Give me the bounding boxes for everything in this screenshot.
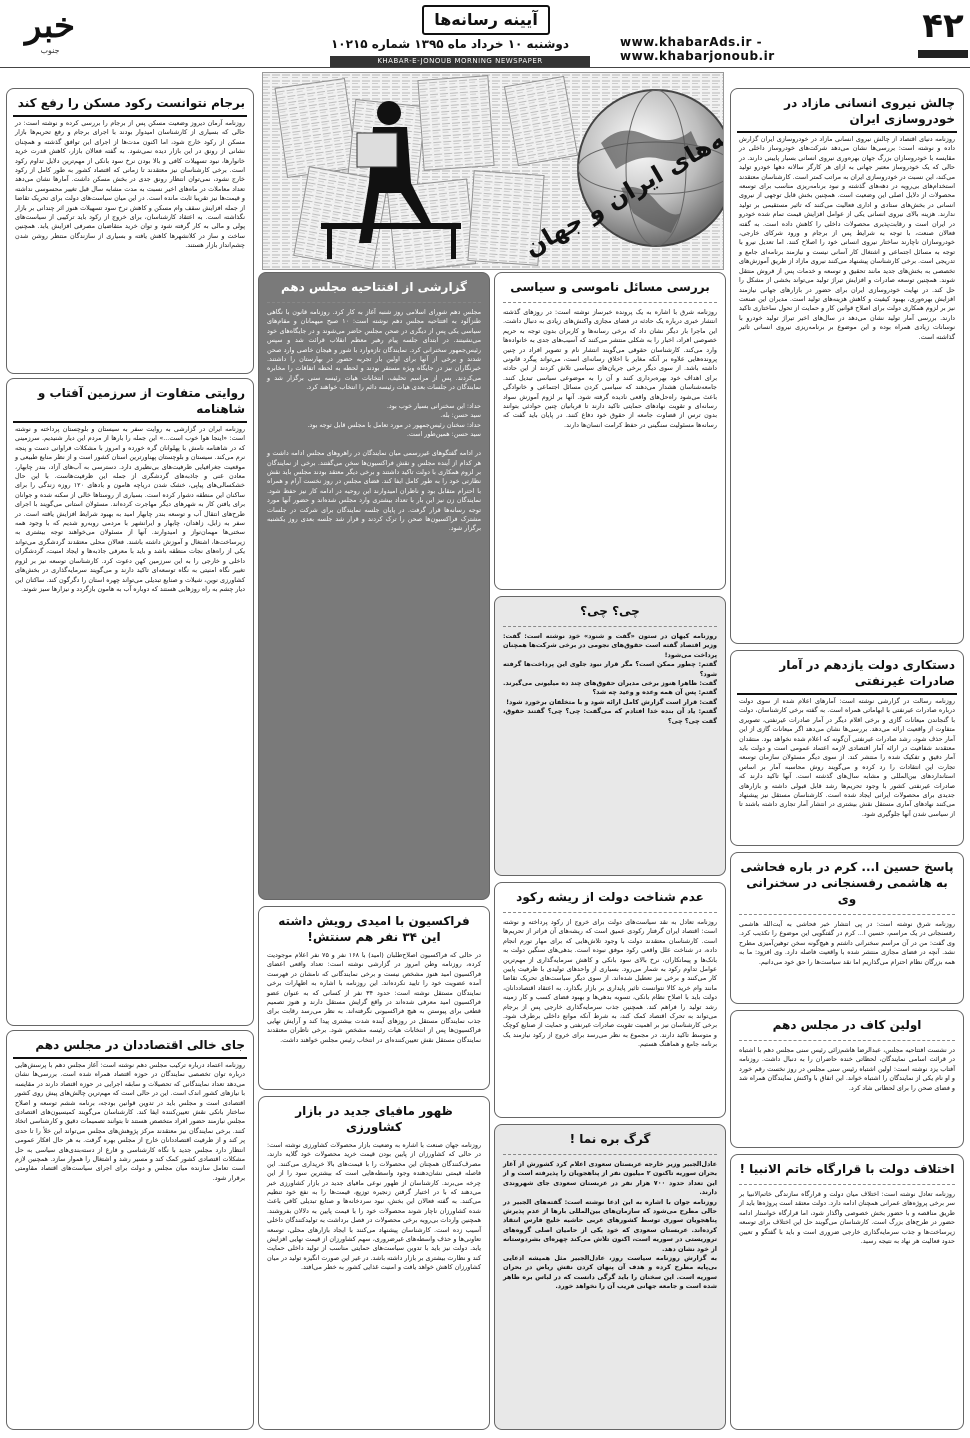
article-farakasion: [258, 906, 490, 1090]
article-body: روزنامه کیهان در ستون «گفت و شنود» خود نوشته است: گفت: وزیر اقتصاد گفته است حقوق‌های نجومی در برخی شرکت‌ها همچنان پرداخت می‌شود! گفتم: چطور ممکن است؟ مگر قرار نبود جلوی این پرداخت‌ها گرفته شود؟ گفت: ظاهرا هنوز برخی مدیران حقوق‌های چند ده میلیونی می‌گیرند. گفتم: پس آن همه وعده و وعید چه شد؟ گفت: قرار است گزارش کامل ارائه شود و با متخلفان برخورد شود! گفتم: یاد آن بنده خدا افتادم که می‌گفت: چی؟ چی؟ گفتند حقوق، گفت چی؟ چی؟: [503, 632, 718, 725]
hero-caption: ایران و جهان: [519, 160, 668, 263]
article-body: عادل‌الجبیر وزیر خارجه عربستان سعودی اعلام کرد کشورش از آغاز بحران سوریه تاکنون ۲ میلیون نفر از پناهجویان را پذیرفته است و از این تعداد حدود ۷۰۰ هزار نفر در عربستان سعودی جای شهروندی دارند. روزنامه جوان با اشاره به این ادعا نوشته است: گفته‌های الجبیر در حالی مطرح می‌شود که سازمان‌های بین‌المللی بارها از عدم پذیرش پناهجویان سوری توسط کشورهای عربی حاشیه خلیج فارس انتقاد کرده‌اند. عربستان سعودی که خود یکی از حامیان اصلی گروه‌های تروریستی در سوریه است، اکنون تلاش می‌کند چهره‌ای بشردوستانه از خود نشان دهد. به گزارش روزنامه سیاست روز، عادل‌الجبیر مثل همیشه ادعایی بی‌پایه مطرح کرده و هدف آن پنهان کردن نقش ریاض در بحران سوریه است. این سخنان را باید گرگی دانست که در لباس بره ظاهر شده است و جامعه جهانی فریب آن را نخواهد خورد.: [503, 1160, 718, 1291]
section-title: آیینه رسانه‌ها: [422, 5, 550, 35]
article-title: برجام نتوانست رکود مسکن را رفع کند: [13, 89, 247, 117]
article-ekhtelaf: [730, 1154, 964, 1430]
article-title: اولین کاف در مجلس دهم: [772, 1018, 922, 1032]
article-body: روزنامه تعادل نوشته است: اختلاف میان دولت و قرارگاه سازندگی خاتم‌الانبیا بر سر برخی پروژه‌های عمرانی همچنان ادامه دارد. دولت معتقد است پروژه‌ها باید از طریق مناقصه و با حضور بخش خصوصی واگذار شود، اما قرارگاه خواستار ادامه حضور در طرح‌های بزرگ است. کارشناسان می‌گویند حل این اختلاف برای توسعه زیرساخت‌ها و جذب سرمایه‌گذاری خارجی ضروری است و باید با گفتگو و تعیین حدود فعالیت هر نهاد به نتیجه رسید.: [736, 1190, 956, 1246]
article-title: چالش نیروی انسانی مازاد در خودروسازی ایران: [737, 89, 957, 133]
article-title: عدم شناخت دولت از ریشه رکود: [516, 890, 704, 904]
article-title: جای خالی اقتصاددان در مجلس دهم: [13, 1031, 247, 1059]
article-pasokh: [730, 852, 964, 1004]
article-gorg: [494, 1124, 726, 1430]
article-chi: [494, 596, 726, 876]
hero-illustration: [262, 72, 724, 270]
article-title: چی؟ چی؟: [580, 604, 640, 618]
article-body: روزنامه تعادل به نقد سیاست‌های دولت برای خروج از رکود پرداخته و نوشته است: اقتصاد ایران گرفتار رکودی عمیق است که ریشه‌های آن فراتر از تحریم‌ها است. کارشناسان معتقدند دولت با وجود تلاش‌هایی که برای مهار تورم انجام داده، در شناخت علل واقعی رکود موفق نبوده است. بدهی‌های سنگین دولت به بانک‌ها و پیمانکاران، نرخ بالای سود بانکی و کاهش سرمایه‌گذاری از مهم‌ترین عوامل تداوم رکود به شمار می‌رود. بسیاری از واحدهای تولیدی با ظرفیت پایین کار می‌کنند و برخی نیز تعطیل شده‌اند. از سوی دیگر سیاست‌های تحریک تقاضا مانند وام خرید کالا نتوانست تاثیر پایداری بر بازار بگذارد. به اعتقاد اقتصاددانان، دولت باید با اصلاح نظام بانکی، تسویه بدهی‌ها و بهبود فضای کسب و کار زمینه رشد تولید را فراهم کند. همچنین جذب سرمایه‌گذاری خارجی پس از برجام می‌تواند به تحرک اقتصاد کمک کند، به شرط آنکه موانع داخلی برطرف شود. برخی کارشناسان نیز بر اهمیت تقویت صادرات غیرنفتی و حمایت از صنایع کوچک و متوسط تاکید دارند. در مجموع به نظر می‌رسد برای خروج از رکود نیازمند یک برنامه جامع و هماهنگ هستیم.: [500, 918, 718, 1049]
article-body: روزنامه شرق نوشته است: در پی انتشار خبر فحاشی به آیت‌الله هاشمی رفسنجانی در یک مراسم، حسین ا... کرم در گفتگویی این موضوع را تکذیب کرد. وی گفت: من در آن مراسم سخنرانی داشتم و هیچ‌گونه سخن توهین‌آمیزی مطرح نشد. آنچه در فضای مجازی منتشر شده با واقعیت فاصله دارد. وی افزود: ما به همه بزرگان نظام احترام می‌گذاریم اما نقد سیاست‌ها را حق خود می‌دانیم.: [736, 920, 955, 966]
article-title: روایتی متفاوت از سرزمین آفتاب و شاهنامه: [13, 379, 247, 423]
article-title: گرگ بره نما !: [569, 1132, 651, 1146]
newspapers-globe-image: [262, 73, 723, 270]
article-body: روزنامه رسالت در گزارشی نوشته است: آمارهای اعلام شده از سوی دولت درباره صادرات غیرنفتی با ابهاماتی همراه است. به گفته برخی کارشناسان، دولت با گنجاندن میعانات گازی و برخی اقلام دیگر در آمار صادرات غیرنفتی، تصویری متفاوت از واقعیت ارائه می‌دهد. بررسی‌ها نشان می‌دهد اگر میعانات گازی از این آمار حذف شود، رشد صادرات غیرنفتی آن‌گونه که اعلام شده نخواهد بود. منتقدان معتقدند شفافیت در ارائه آمار اقتصادی لازمه اعتماد عمومی است و دولت باید آمار دقیق و تفکیک شده را منتشر کند. از سوی دیگر مسئولان سازمان توسعه تجارت این انتقادات را رد کرده و می‌گویند روش محاسبه آمار بر اساس استانداردهای بین‌المللی و مشابه سال‌های گذشته است. آنها تاکید دارند که صادرات غیرنفتی کشور با وجود تحریم‌ها رشد قابل قبولی داشته و بازارهای جدیدی برای محصولات ایرانی ایجاد شده است. کارشناسان مستقل نیز پیشنهاد می‌کنند نهادهای آماری مستقل نقش بیشتری در انتشار آمار تجاری داشته باشند تا از سیاسی شدن آنها جلوگیری شود.: [736, 697, 956, 818]
article-title: ظهور مافیای جدید در بازار کشاورزی: [295, 1104, 453, 1134]
article-ravayat: [6, 378, 254, 1026]
article-avalin: [730, 1010, 964, 1148]
article-jaye-khali: [6, 1030, 254, 1430]
article-title: گزارشی از افتتاحیه مجلس دهم: [280, 280, 468, 294]
page-number-bar: [918, 50, 968, 58]
article-zohour: [258, 1096, 490, 1430]
article-body: در نشست افتتاحیه مجلس، عبدالرضا هاشم‌زائی رئیس سنی مجلس دهم با اشتباه در قرائت اسامی نمایندگان، لحظاتی خنده حاضران را به دنبال داشت. روزنامه آفتاب یزد نوشته است: اولین اشتباه رئیس سنی مجلس در روز نخست رقم خورد و او نام یکی از نمایندگان را اشتباه خواند. این اتفاق با واکنش نمایندگان همراه شد و فضای صحن را برای لحظاتی شاد کرد.: [736, 1046, 955, 1092]
article-title: اختلاف دولت با قرارگاه خاتم الانبیا !: [739, 1162, 955, 1176]
article-body: روزنامه اعتماد درباره ترکیب مجلس دهم نوشته است: آغاز مجلس دهم با پرسش‌هایی درباره توان تخصصی نمایندگان در حوزه اقتصاد همراه شده است. بررسی‌ها نشان می‌دهد تعداد نمایندگانی که تحصیلات و سابقه اجرایی در حوزه اقتصاد دارند در مقایسه با نیازهای کشور اندک است. این در حالی است که مهم‌ترین چالش‌های پیش روی کشور اقتصادی است و مجلس باید در تدوین قوانین بودجه، برنامه ششم توسعه و اصلاح ساختار بانکی نقش تعیین‌کننده ایفا کند. کارشناسان می‌گویند کمیسیون‌های اقتصادی مجلس نیازمند حضور افراد متخصص هستند تا بتوانند تصمیمات دقیق و کارشناسی اتخاذ کنند. برخی نمایندگان نیز معتقدند مرکز پژوهش‌های مجلس می‌تواند این خلأ را تا حدی پر کند و از ظرفیت اقتصاددانان خارج از مجلس بهره گرفت. به هر حال افکار عمومی انتظار دارد مجلس جدید با نگاه کارشناسی و فارغ از دسته‌بندی‌های سیاسی به حل مشکلات اقتصادی کشور کمک کند و مسیر رشد و اشتغال را هموار سازد. همچنین لازم است تعامل سازنده میان مجلس و دولت برای اجرای سیاست‌های اقتصاد مقاومتی برقرار شود.: [12, 1061, 245, 1182]
masthead-strip: KHABAR-E-JONOUB MORNING NEWSPAPER: [330, 56, 590, 67]
newspaper-logo: خبر: [24, 6, 76, 46]
article-body: مجلس دهم شورای اسلامی روز شنبه آغاز به کار کرد. روزنامه قانون با نگاهی طنزآلود به افتتاحیه مجلس دهم نوشته است: ۱۰ صبح میهمانان و مقام‌های سیاسی یکی پس از دیگری در صحن مجلس حاضر می‌شوند و در جایگاه‌های خود می‌نشینند. در ابتدای جلسه پیام رهبر معظم انقلاب قرائت شد و سپس رئیس‌جمهور سخنرانی کرد. نمایندگان تازه‌وارد با شور و هیجان خاصی وارد صحن شدند و برخی از آنها برای اولین بار تجربه حضور در بهارستان را داشتند. خبرنگاران نیز در جایگاه ویژه مستقر بودند و لحظه به لحظه اتفاقات را مخابره می‌کردند. پس از مراسم تحلیف، انتخابات هیات رئیسه سنی برگزار شد و نمایندگان در جلسات بعدی هیات رئیسه دائم را انتخاب خواهند کرد. حداد: این سخنرانی بسیار خوب بود. سید حسن: بله. حداد: سخنان رئیس‌جمهور در مورد تعامل با مجلس قابل توجه بود. سید حسن: همین‌طور است. در ادامه گفتگوهای غیررسمی میان نمایندگان در راهروهای مجلس ادامه داشت و هر کدام از آینده مجلس و نقش فراکسیون‌ها سخن می‌گفتند. برخی از نمایندگان بر لزوم همکاری با دولت تاکید داشتند و برخی دیگر معتقد بودند مجلس باید نقش نظارتی خود را به طور کامل ایفا کند. فضای مجلس در روز نخست آرام و همراه با احترام متقابل بود و ناظران امیدوارند این روحیه در ادامه کار نیز حفظ شود. نمایندگان زن نیز این بار با تعداد بیشتری وارد مجلس شده‌اند و حضور آنها مورد توجه رسانه‌ها قرار گرفت. در پایان جلسه نمایندگان برای شرکت در جلسات مشترک فراکسیون‌ها صحن را ترک کردند و قرار شد جلسه بعدی روز یکشنبه برگزار شود.: [267, 308, 482, 533]
article-body: روزنامه آرمان دیروز وضعیت مسکن پس از برجام را بررسی کرده و نوشته است: در حالی که بسیاری از کارشناسان امیدوار بودند با اجرای برجام و رفع تحریم‌ها بازار مسکن از رکود خارج شود، اما اکنون مدت‌ها از اجرای این توافق گذشته و همچنان نشانی از رونق در این بازار دیده نمی‌شود. به گفته فعالان بازار، کاهش قدرت خرید خانوارها، نبود تسهیلات کافی و بالا بودن نرخ سود بانکی از مهم‌ترین دلایل تداوم رکود است. برخی کارشناسان نیز معتقدند تا زمانی که اقتصاد کشور به طور کامل از رکود خارج نشود، نمی‌توان انتظار رونق جدی در بخش مسکن داشت. آمارها نشان می‌دهد تعداد معاملات در ماه‌های اخیر نسبت به مدت مشابه سال قبل تغییر محسوسی نداشته و قیمت‌ها نیز تقریبا ثابت مانده است. در این میان سیاست‌های دولت برای تحریک تقاضا از جمله افزایش سقف وام مسکن و کاهش نرخ سود تسهیلات هنوز اثر چندانی بر بازار نگذاشته است. به اعتقاد کارشناسان، برای خروج از رکود باید ترکیبی از سیاست‌های پولی و مالی به کار گرفته شود و توان خرید متقاضیان مصرفی افزایش یابد. همچنین ساخت و ساز در کلانشهرها کاهش یافته و بسیاری از سازندگان منتظر روشن شدن چشم‌انداز بازار هستند.: [12, 119, 245, 250]
article-adam-shenakht: [494, 882, 726, 1118]
article-body: روزنامه دنیای اقتصاد از چالش نیروی انسانی مازاد در خودروسازی ایران گزارش داده و نوشته است: بررسی‌ها نشان می‌دهد شرکت‌های خودروساز داخلی در مقایسه با خودروسازان بزرگ جهان بهره‌وری نیروی انسانی بسیار پایینی دارند. در حالی که یک خودروساز معتبر جهانی به ازای هر کارگر سالانه دهها خودرو تولید می‌کند، این نسبت در خودروسازی ایران به مراتب کمتر است. کارشناسان معتقدند استخدام‌های بی‌رویه در دهه‌های گذشته و نبود برنامه‌ریزی مناسب برای توسعه محصولات از دلایل اصلی این وضعیت است. همچنین بخش قابل توجهی از نیروی انسانی در بخش‌های ستادی و اداری فعالیت می‌کنند که تاثیر مستقیمی بر تولید ندارند. هزینه بالای نیروی انسانی یکی از عوامل افزایش قیمت تمام شده خودرو در ایران است و رقابت‌پذیری محصولات داخلی را کاهش داده است. به گفته فعالان صنعت، با توجه به شرایط پس از برجام و ورود شرکای خارجی، خودروسازان ناچارند ساختار نیروی انسانی خود را اصلاح کنند. اما تعدیل نیرو با توجه به مسائل اجتماعی و اشتغال کار آسانی نیست و نیازمند برنامه‌ای جامع و تدریجی است. برخی کارشناسان پیشنهاد می‌کنند نیروی مازاد از طریق آموزش‌های تخصصی به بخش‌های جدید مانند تحقیق و توسعه و خدمات پس از فروش منتقل شوند. همچنین توسعه صادرات و افزایش تیراژ تولید می‌تواند بخشی از مشکل را حل کند. در نهایت خودروسازی ایران برای حضور در بازارهای جهانی نیازمند افزایش بهره‌وری، بهبود کیفیت و کاهش هزینه‌های تولید است. مدیران این صنعت نیز بر لزوم همکاری دولت برای اصلاح قوانین کار و حمایت از تحول ساختاری تاکید دارند. بررسی آمار تولید نشان می‌دهد در سال‌های اخیر تیراژ تولید خودرو با نوسانات زیادی همراه بوده و این موضوع بر برنامه‌ریزی نیروی انسانی تاثیر گذاشته است.: [736, 135, 956, 341]
article-dastkari: [730, 650, 964, 846]
article-title: فراکسیون با امیدی رویش داشته این ۳۴ نفر هم سنتش!: [278, 914, 470, 944]
page-number: ۴۲: [922, 6, 964, 46]
article-body: در حالی که فراکسیون اصلاح‌طلبان (امید) با ۱۶۸ نفر و ۷۵ نفر اعلام موجودیت کرده، روزنامه وطن امروز در گزارشی نوشته است: تعداد واقعی اعضای فراکسیون امید هنوز مشخص نیست و برخی نمایندگانی که نامشان در فهرست آمده عضویت خود را تایید نکرده‌اند. این روزنامه با اشاره به اظهارات برخی نمایندگان مستقل نوشته است: حدود ۳۴ نفر از کسانی که به عنوان عضو فراکسیون امید معرفی شده‌اند در واقع گرایش مستقل دارند و هنوز تصمیم قطعی برای پیوستن به هیچ فراکسیونی نگرفته‌اند. به نظر می‌رسد رقابت برای جذب نمایندگان مستقل در روزهای آینده شدت بیشتری پیدا کند و آرایش نهایی فراکسیون‌ها پس از انتخابات هیات رئیسه مشخص شود. برخی ناظران معتقدند نمایندگان مستقل نقش تعیین‌کننده‌ای در انتخاب رئیس مجلس خواهند داشت.: [264, 951, 482, 1044]
article-barjam: [6, 88, 254, 374]
article-gozareshi: [258, 272, 490, 900]
article-chalesh: [730, 88, 964, 644]
article-title: پاسخ حسین ا... کرم در باره فحاشی به هاشمی رفسنجانی در سخنرانی وی: [740, 860, 954, 906]
issue-date: دوشنبه ۱۰ خرداد ماه ۱۳۹۵ شماره ۱۰۲۱۵: [330, 37, 570, 51]
article-title: بررسی مسائل ناموسی و سیاسی: [510, 280, 710, 294]
article-title: دستکاری دولت یازدهم در آمار صادرات غیرنفتی: [737, 651, 957, 695]
article-naamoosi: [494, 272, 726, 590]
newspaper-logo-subtitle: جنوب: [40, 46, 60, 55]
website-links[interactable]: www.khabarAds.ir - www.khabarjonoub.ir: [620, 35, 775, 63]
article-body: روزنامه جهان صنعت با اشاره به وضعیت بازار محصولات کشاورزی نوشته است: در حالی که کشاورزان از پایین بودن قیمت خرید محصولات خود گلایه دارند، مصرف‌کنندگان همچنان این محصولات را با قیمت‌های بالا خریداری می‌کنند. این فاصله قیمتی نشان‌دهنده وجود واسطه‌هایی است که بیشترین سود را از این چرخه می‌برند. کارشناسان از ظهور نوعی مافیای جدید در بازار کشاورزی خبر می‌دهند که با در اختیار گرفتن زنجیره توزیع، قیمت‌ها را به نفع خود تنظیم می‌کنند. به گفته فعالان این بخش، نبود سردخانه‌ها و صنایع تبدیلی کافی باعث شده کشاورزان ناچار شوند محصولات خود را با قیمت پایین به دلالان بفروشند. همچنین واردات بی‌رویه برخی محصولات در فصل برداشت به تولیدکنندگان داخلی آسیب زده است. کارشناسان پیشنهاد می‌کنند با ایجاد بازارهای محلی، توسعه تعاونی‌ها و حذف واسطه‌های غیرضروری، سهم کشاورزان از قیمت نهایی افزایش یابد. دولت نیز باید با تدوین سیاست‌های حمایتی مناسب از تولید داخلی حمایت کند و نظارت بیشتری بر بازار داشته باشد. در غیر این صورت انگیزه تولید در میان کشاورزان کاهش خواهد یافت و امنیت غذایی کشور به خطر می‌افتد.: [264, 1141, 482, 1272]
article-body: روزنامه ایران در گزارشی به روایت سفر به سیستان و بلوچستان پرداخته و نوشته است: «اینجا هوا خوب است...» این جمله را بارها از مردم این دیار شنیدیم. سرزمینی که در شاهنامه نامش با پهلوانان گره خورده و امروز با مشکلات فراوانی دست و پنجه نرم می‌کند. سیستان و بلوچستان پهناورترین استان کشور است و از نظر منابع طبیعی و موقعیت جغرافیایی ظرفیت‌های بی‌نظیری دارد. دسترسی به آب‌های آزاد، بندر چابهار، معادن غنی و جاذبه‌های گردشگری از جمله این ظرفیت‌هاست. با این حال خشکسالی‌های پیاپی، خشک شدن دریاچه هامون و بادهای ۱۲۰ روزه زندگی را برای ساکنان این منطقه دشوار کرده است. بسیاری از روستاها خالی از سکنه شده و جوانان برای یافتن کار به شهرهای دیگر مهاجرت کرده‌اند. مسئولان استانی می‌گویند با اجرای طرح‌های انتقال آب و توسعه بندر چابهار امید به بهبود شرایط افزایش یافته است. در سفر به زابل، زاهدان، چابهار و ایرانشهر با مردمی روبه‌رو شدیم که با وجود همه سختی‌ها مهمان‌نواز و امیدوارند. آنها از مسئولان می‌خواهند توجه بیشتری به زیرساخت‌ها، اشتغال و آموزش داشته باشند. فعالان محلی معتقدند گردشگری می‌تواند یکی از راه‌های نجات منطقه باشد و باید با معرفی جاذبه‌ها و ایجاد امنیت، گردشگران داخلی و خارجی را به این سرزمین کهن دعوت کرد. کارشناسان توسعه نیز بر لزوم تغییر نگاه امنیتی به نگاه توسعه‌ای تاکید دارند و می‌گویند سرمایه‌گذاری در بخش‌های کشاورزی نوین، شیلات و صنایع تبدیلی می‌تواند چهره استان را دگرگون کند. ساکنان این دیار چشم به راه روزهایی هستند که دوباره آب به هامون بازگردد و نیزارها سبز شوند.: [12, 425, 246, 593]
article-body: روزنامه شرق با اشاره به یک پرونده خبرساز نوشته است: در روزهای گذشته انتشار خبری درباره یک حادثه در فضای مجازی واکنش‌های زیادی به دنبال داشت. این ماجرا بار دیگر نشان داد که برخی رسانه‌ها و کاربران بدون توجه به حریم خصوصی افراد، اخبار را به شکلی منتشر می‌کنند که آسیب‌های جدی به خانواده‌ها وارد می‌کند. کارشناسان حقوقی می‌گویند انتشار نام و تصویر افراد در چنین پرونده‌هایی علاوه بر آنکه مغایر با اخلاق رسانه‌ای است، می‌تواند پیگرد قانونی داشته باشد. از سوی دیگر برخی جریان‌های سیاسی تلاش کردند از این حادثه برای اهداف خود بهره‌برداری کنند و آن را به موضوعی سیاسی تبدیل کنند. جامعه‌شناسان هشدار می‌دهند که سیاسی کردن مسائل اجتماعی و خانوادگی باعث می‌شود راه‌حل‌های واقعی نادیده گرفته شود. آنها بر لزوم آموزش سواد رسانه‌ای و تقویت نهادهای حمایتی تاکید دارند تا قربانیان چنین حوادثی بتوانند بدون ترس از قضاوت جامعه از حقوق خود دفاع کنند. در پایان باید گفت که رسانه‌ها مسئولیت سنگینی در حفظ کرامت انسان‌ها دارند.: [500, 308, 718, 429]
